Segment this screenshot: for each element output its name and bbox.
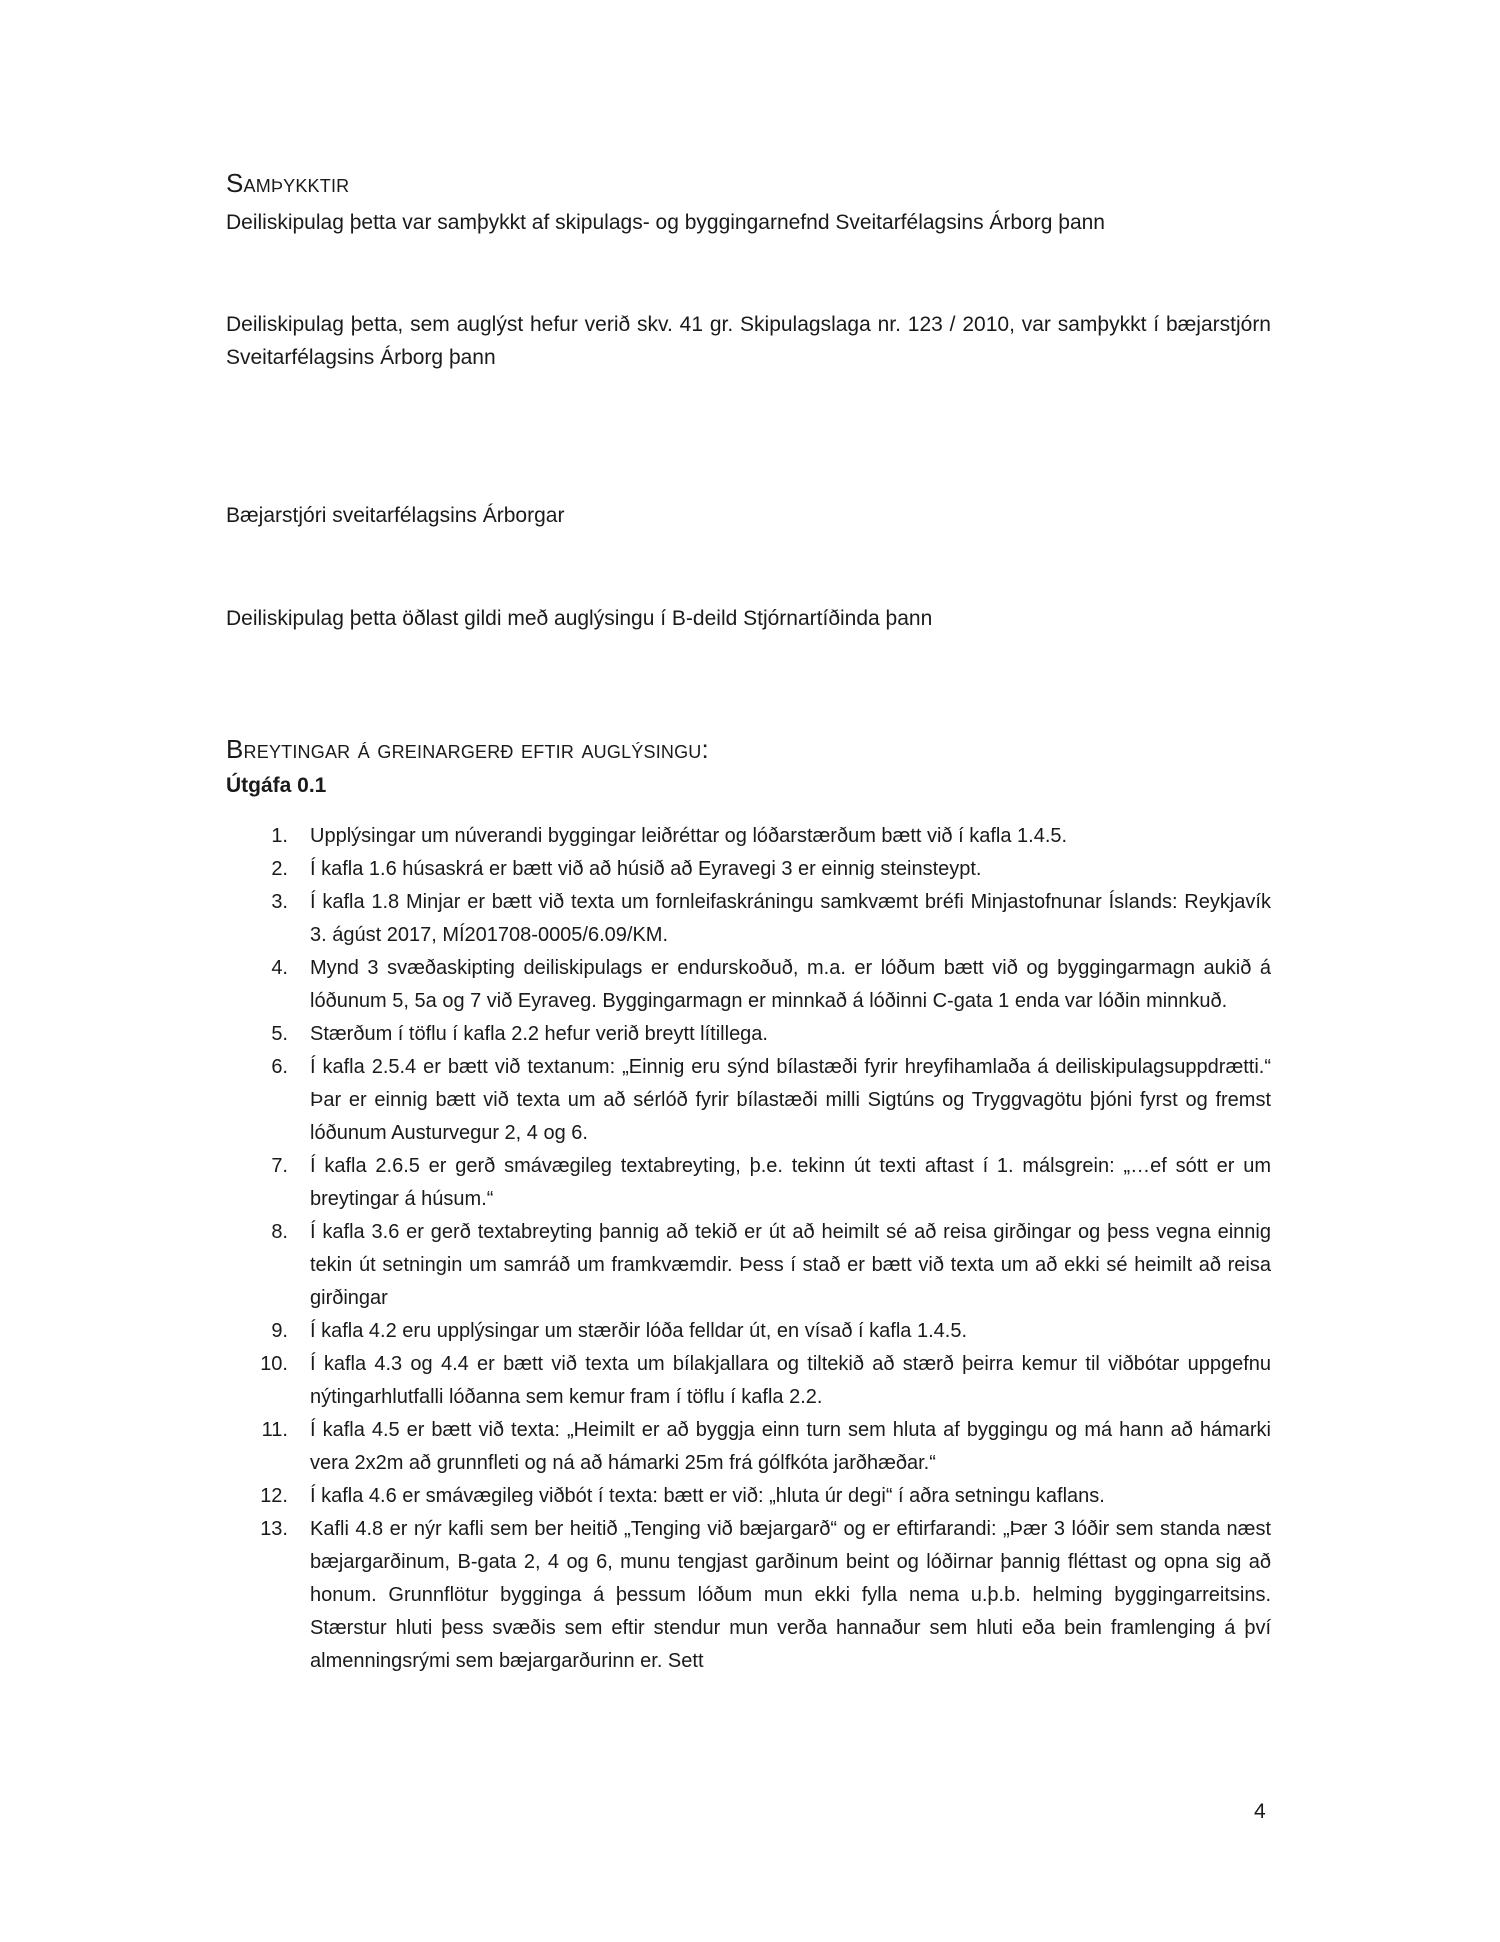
list-item-text: Stærðum í töflu í kafla 2.2 hefur verið breytt lítillega. <box>310 1023 768 1045</box>
list-item <box>226 1315 1271 1348</box>
list-item-number: 4. <box>271 957 288 979</box>
changes-list <box>226 820 1271 1678</box>
list-item <box>226 886 1271 952</box>
list-item-number: 8. <box>271 1221 288 1243</box>
list-item-text: Kafli 4.8 er nýr kafli sem ber heitið „Tenging við bæjargarð“ og er eftirfarandi: „Þær 3 lóðir sem standa næst bæjargarðinum, B-gata 2, 4 og 6, munu tengjast garðinum beint og lóðirnar þannig fléttast og opna sig að honum. Grunnflötur bygginga á þessum lóðum mun ekki fylla nema u.þ.b. helming byggingarreitsins. Stærstur hluti þess svæðis sem eftir stendur mun verða hannaður sem hluti eða bein framlenging á því almenningsrými sem bæjargarðurinn er. Sett <box>310 1518 1271 1672</box>
list-item <box>226 1348 1271 1414</box>
list-item <box>226 1051 1271 1150</box>
list-item-text: Í kafla 4.5 er bætt við texta: „Heimilt er að byggja einn turn sem hluta af byggingu og má hann að hámarki vera 2x2m að grunnfleti og ná að hámarki 25m frá gólfkóta jarðhæðar.“ <box>310 1419 1271 1474</box>
list-item-text: Í kafla 4.2 eru upplýsingar um stærðir lóða felldar út, en vísað í kafla 1.4.5. <box>310 1320 968 1342</box>
list-item-number: 9. <box>271 1320 288 1342</box>
list-item-text: Í kafla 2.5.4 er bætt við textanum: „Einnig eru sýnd bílastæði fyrir hreyfihamlaða á deiliskipulagsuppdrætti.“ Þar er einnig bætt við texta um að sérlóð fyrir bílastæði milli Sigtúns og Tryggvagötu þjóni fyrst og fremst lóðunum Austurvegur 2, 4 og 6. <box>310 1056 1271 1144</box>
list-item-number: 1. <box>271 825 288 847</box>
list-item-number: 5. <box>271 1023 288 1045</box>
list-item <box>226 1216 1271 1315</box>
list-item-text: Í kafla 1.8 Minjar er bætt við texta um fornleifaskráningu samkvæmt bréfi Minjastofnunar Íslands: Reykjavík 3. ágúst 2017, MÍ201708-0005/6.09/KM. <box>310 891 1271 946</box>
list-item <box>226 1150 1271 1216</box>
list-item <box>226 952 1271 1018</box>
list-item-text: Í kafla 1.6 húsaskrá er bætt við að húsið að Eyravegi 3 er einnig steinsteypt. <box>310 858 982 880</box>
approval-paragraph-committee: Deiliskipulag þetta var samþykkt af skipulags- og byggingarnefnd Sveitarfélagsins Árborg þann <box>226 211 1105 234</box>
list-item <box>226 1480 1271 1513</box>
list-item-text: Í kafla 4.3 og 4.4 er bætt við texta um bílakjallara og tiltekið að stærð þeirra kemur til viðbótar uppgefnu nýtingarhlutfalli lóðanna sem kemur fram í töflu í kafla 2.2. <box>310 1353 1271 1408</box>
list-item-text: Í kafla 2.6.5 er gerð smávægileg textabreyting, þ.e. tekinn út texti aftast í 1. málsgrein: „…ef sótt er um breytingar á húsum.“ <box>310 1155 1271 1210</box>
version-subheading: Útgáfa 0.1 <box>226 774 327 797</box>
list-item-number: 11. <box>261 1419 288 1441</box>
list-item <box>226 1513 1271 1678</box>
heading-breytingar: Breytingar á greinargerð eftir auglýsingu: <box>226 734 709 764</box>
page-number: 4 <box>1254 1800 1266 1823</box>
list-item-number: 13. <box>260 1518 288 1540</box>
validity-paragraph: Deiliskipulag þetta öðlast gildi með auglýsingu í B-deild Stjórnartíðinda þann <box>226 607 933 630</box>
heading-samthykktir: Samþykktir <box>226 168 350 198</box>
list-item-text: Í kafla 3.6 er gerð textabreyting þannig að tekið er út að heimilt sé að reisa girðingar og þess vegna einnig tekin út setningin um samráð um framkvæmdir. Þess í stað er bætt við texta um að ekki sé heimilt að reisa girðingar <box>310 1221 1271 1309</box>
list-item <box>226 1018 1271 1051</box>
list-item <box>226 820 1271 853</box>
approval-paragraph-council: Deiliskipulag þetta, sem auglýst hefur verið skv. 41 gr. Skipulagslaga nr. 123 / 2010, var samþykkt í bæjarstjórn Sveitarfélagsins Árborg þann <box>226 313 1271 369</box>
list-item <box>226 853 1271 886</box>
list-item-text: Upplýsingar um núverandi byggingar leiðréttar og lóðarstærðum bætt við í kafla 1.4.5. <box>310 825 1068 847</box>
list-item-number: 2. <box>271 858 288 880</box>
list-item-number: 3. <box>271 891 288 913</box>
list-item-number: 6. <box>271 1056 288 1078</box>
mayor-signature-line: Bæjarstjóri sveitarfélagsins Árborgar <box>226 504 565 527</box>
list-item-number: 10. <box>260 1353 288 1375</box>
list-item-number: 12. <box>260 1485 288 1507</box>
list-item-text: Mynd 3 svæðaskipting deiliskipulags er endurskoðuð, m.a. er lóðum bætt við og byggingarmagn aukið á lóðunum 5, 5a og 7 við Eyraveg. Byggingarmagn er minnkað á lóðinni C-gata 1 enda var lóðin minnkuð. <box>310 957 1271 1012</box>
list-item-number: 7. <box>271 1155 288 1177</box>
list-item-text: Í kafla 4.6 er smávægileg viðbót í texta: bætt er við: „hluta úr degi“ í aðra setningu kaflans. <box>310 1485 1105 1507</box>
list-item <box>226 1414 1271 1480</box>
